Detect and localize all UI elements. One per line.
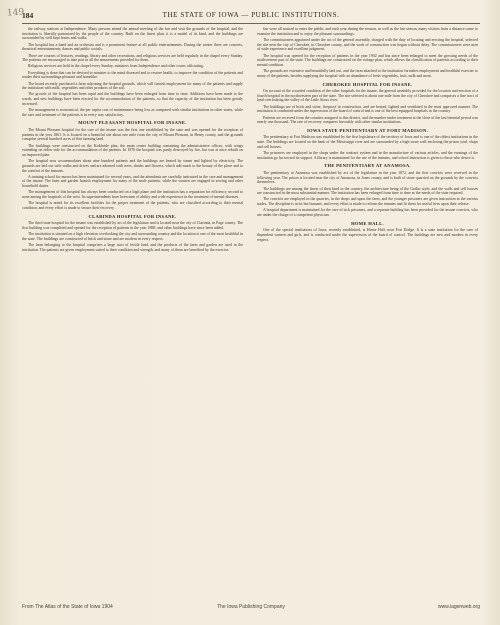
handwritten-page-number: 149 [6,7,25,19]
paragraph: The hospital has a band and an orchestra and is a prominent feature at all public entertainments. During the winter there are concerts, theatrical entertainments, dances and public socials. [22,42,243,52]
paragraph: fair were all noticed to enter the public, and each year during the session, as well as the fair season, many visitors from a distance come to examine the institution and to enjoy the pleasant surroundings. [257,27,478,36]
page-header [22,11,480,23]
section-heading: THE PENITENTIARY AT ANAMOSA. [324,163,411,169]
left-column [22,27,243,592]
paragraph: The convicts are employed in the quarries, in the shops and upon the farm, and the younger prisoners are given instruction in the various trades. The discipline is strict but humane, and every effort is made to reform the inmates and fit them for useful lives upon their release. [257,197,478,207]
right-column [257,27,478,592]
footer-source: From The Atlas of the State of Iowa 1904 [22,604,113,610]
paragraph: The hospital now accommodates about nine hundred patients and the buildings are heated by steam and lighted by electricity. The grounds are laid out with walks and drives and are adorned with trees, shrubs and flowers, which add much to the beauty of the place and to the comfort of the inmates. [22,159,243,173]
page-number: 184 [22,11,34,20]
paragraph: The penitentiary at Fort Madison was established by the first legislature of the territory of Iowa and is one of the oldest institutions in the state. The buildings are located on the bank of the Mississippi river and are surrounded by a high stone wall enclosing the prison yard, shops and cell houses. [257,135,478,149]
paragraph: A training school for nurses has been maintained for several years, and the attendants are carefully instructed in the care and management of the insane. The farm and garden furnish employment for many of the male patients, while the women are engaged in sewing and other household duties. [22,174,243,189]
header-rule [22,23,480,24]
paragraph: The penitentiary at Anamosa was established by act of the legislature in the year 1872, and the first convicts were received in the following year. The prison is located near the city of Anamosa, in Jones county, and is built of stone quarried on the grounds by the convicts themselves. [257,170,478,185]
section-heading: MOUNT PLEASANT HOSPITAL FOR INSANE. [78,120,187,126]
paragraph: The buildings were constructed on the Kirkbride plan, the main center building containing the administrative offices, with wings extending on either side for the accommodation of the patients. In 1876 the hospital was partly destroyed by fire, but was at once rebuilt on an improved plan. [22,143,243,157]
paragraph: the railway stations at Independence. Many persons attend the annual meeting of the fair and visit the grounds of the hospital, and the institution is liberally patronized by the people of the country. Built on the finest plan, it is a model of its kind, and the buildings are surrounded by well kept lawns and walks. [22,27,243,41]
running-title: THE STATE OF IOWA — PUBLIC INSTITUTIONS. [162,11,340,19]
paragraph: The hospital is noted for its excellent facilities for the proper treatment of the patients, who are classified according to their mental condition, and every effort is made to secure their recovery. [22,201,243,210]
paragraph: The prisoners are employed in the shops under the contract system and in the manufacture of various articles, and the earnings of the institution go far toward its support. A library is maintained for the use of the inmates, and school instruction is given to those who desire it. [257,151,478,160]
paragraph: The commissioners appointed under the act of the general assembly, charged with the duty of locating and erecting the hospital, selected the site near the city of Cherokee, in Cherokee county, and the work of construction was begun without delay. The commissioners were men of wide experience and excellent judgment. [257,37,478,52]
paragraph: The third state hospital for the insane was established by act of the legislature and is located near the city of Clarinda, in Page county. The first building was completed and opened for the reception of patients in the year 1888, and other buildings have since been added. [22,221,243,230]
paragraph: Religious services are held in the chapel every Sunday, ministers from Independence and other towns officiating. [28,64,204,69]
paragraph: The grounds are extensive and beautifully laid out, and the farm attached to the institution furnishes employment and healthful exercise to many of the patients, besides supplying the hospital with an abundance of fresh vegetables, fruit, milk and meat. [257,69,478,78]
paragraph: The Mount Pleasant hospital for the care of the insane was the first one established by the state and was opened for the reception of patients in the year 1861. It is located on a beautiful site about one mile from the city of Mount Pleasant, in Henry county, and the grounds comprise several hundred acres of fine farming land. [22,127,243,142]
paragraph: The management of this hospital has always been conducted on a high plane and the institution has a reputation for efficiency second to none among the hospitals of the west. Its superintendents have been men of ability and wide experience in the treatment of mental diseases. [22,190,243,200]
paragraph: The institution is situated on a high elevation overlooking the city and surrounding country and the location is one of the most healthful in the state. The buildings are constructed of brick and stone and are modern in every respect. [22,232,243,241]
paragraph: Patients are received from the counties assigned to this district, and the number under treatment at the close of the last biennial period was nearly one thousand. The rate of recovery compares favorably with other similar institutions. [257,115,478,125]
section-heading: CHEROKEE HOSPITAL FOR INSANE. [322,81,413,87]
section-heading: HOME HALL. [351,220,384,226]
paragraph: The hospital was opened for the reception of patients in the year 1902 and has since been enlarged to meet the growing needs of the northwestern part of the state. The buildings are constructed on the cottage plan, which allows the classification of patients according to their mental condition. [257,53,478,67]
footer-publisher: The Iowa Publishing Company [217,604,285,610]
paragraph: The buildings are of brick and stone, fireproof in construction, and are heated, lighted and ventilated in the most approved manner. The institution is conducted under the supervision of the board of control and is one of the best equipped hospitals in the country. [257,104,478,114]
paragraph: On account of the crowded condition of the other hospitals for the insane, the general assembly provided for the location and erection of a fourth hospital in the northwestern part of the state. The site selected is about one mile from the city of Cherokee and comprises a fine tract of land overlooking the valley of the Little Sioux river. [257,89,478,103]
footer-website: www.iagenweb.org [438,604,480,610]
paragraph: The farm belonging to the hospital comprises a large tract of fertile land, and the products of the farm and garden are used in the institution. The patients are given employment suited to their condition and strength, and many of them are benefited by the exercise. [22,243,243,252]
paragraph: A hospital department is maintained for the care of sick prisoners, and a separate building has been provided for the insane convicts, who are under the charge of a competent physician. [257,208,478,218]
section-heading: CLARINDA HOSPITAL FOR INSANE. [88,213,177,219]
page-footer [22,604,480,613]
paragraph: The buildings are among the finest of their kind in the country, the architecture being of the Gothic style, and the walls and cell houses are constructed in the most substantial manner. The institution has been enlarged from time to time as the needs of the state required. [257,186,478,196]
section-heading: IOWA STATE PENITENTIARY AT FORT MADISON. [306,127,429,133]
paragraph: One of the special institutions of Iowa, recently established, is Home Hall, near Fort Dodge. It is a state institution for the care of dependent women and girls, and is conducted under the supervision of the board of control. The buildings are new and modern in every respect. [257,228,478,242]
paragraph: The growth of the hospital has been rapid and the buildings have been enlarged from time to time. Additions have been made to the wards, and new buildings have been erected for the accommodation of the patients, so that the capacity of the institution has been greatly increased. [22,92,243,106]
paragraph: The board recently purchased a farm adjoining the hospital grounds, which will furnish employment for many of the patients and supply the institution with milk, vegetables and other products of the soil. [22,81,243,91]
paragraph: Everything is done that can be devised to minister to the mind diseased and to restore health, to improve the condition of the patients and render their surroundings pleasant and homelike. [22,70,243,80]
paragraph: There are courses of lectures, readings, library and other recreations, and religious services are held regularly in the chapel every Sunday. The patients are encouraged to take part in all the amusements provided for them. [22,53,243,63]
paragraph: The management is economical, the per capita cost of maintenance being low as compared with similar institutions in other states, while the care and treatment of the patients is in every way satisfactory. [22,108,243,117]
